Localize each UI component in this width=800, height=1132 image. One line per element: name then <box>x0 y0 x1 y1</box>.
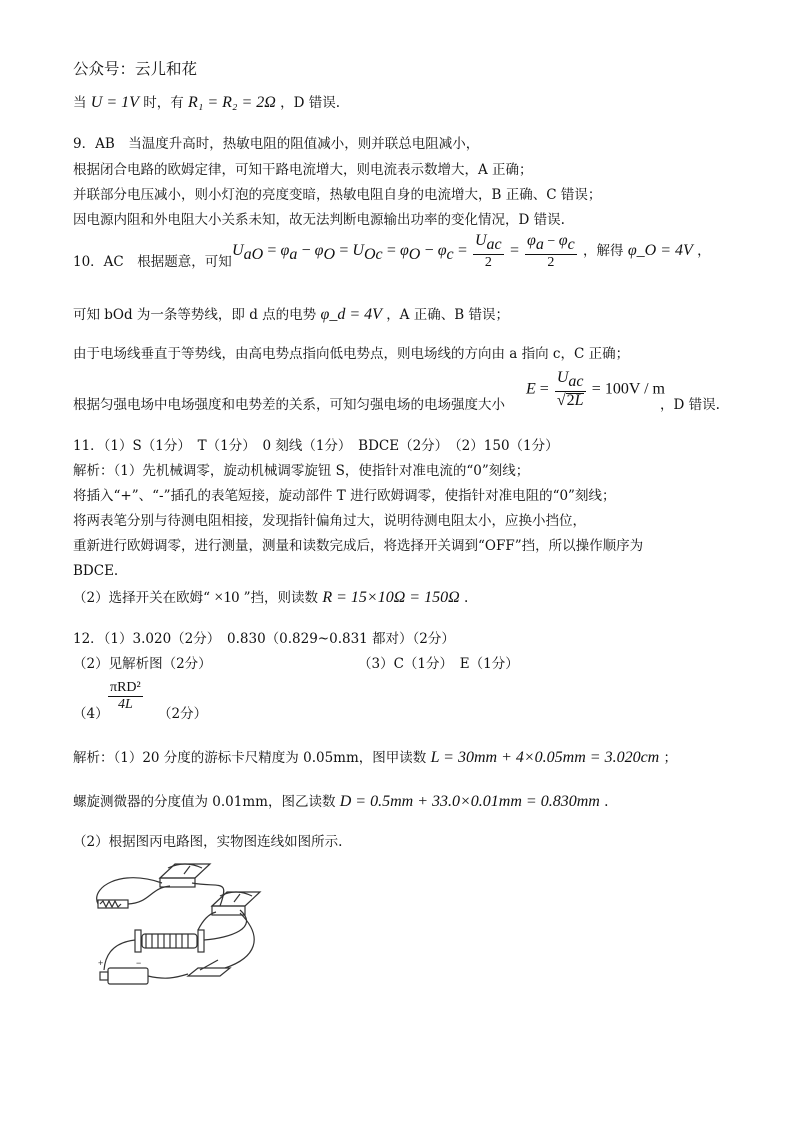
formula-phi-o: φ_O = 4V <box>627 242 693 260</box>
circuit-wiring-figure <box>80 858 280 996</box>
ammeter-top-face <box>160 864 210 878</box>
q11-line-7: （2）选择开关在欧姆“ ×10 ”挡，则读数 R = 15×10Ω = 150Ω . <box>73 589 469 606</box>
q10-line-1: 10．AC 根据题意，可知 <box>73 254 232 270</box>
q12-line-3b: （2分） <box>158 706 208 722</box>
q9-line-4: 因电源内阻和外电阻大小关系未知，故无法判断电源输出功率的变化情况，D 错误. <box>73 212 565 228</box>
battery <box>108 968 148 984</box>
account-header: 公众号：云儿和花 <box>73 60 198 78</box>
q12-line-1: 12．（1）3.020（2分） 0.830（0.829~0.831 都对）（2分） <box>73 631 455 647</box>
q10-line-3: 由于电场线垂直于等势线，由高电势点指向低电势点，则电场线的方向由 a 指向 c，C 正确； <box>73 346 630 362</box>
formula-resistivity: $\frac{\text{πRD²}}{4L}$ <box>110 680 141 713</box>
q10-line-4-end: ，D 错误. <box>660 397 720 413</box>
q12-line-2b: （3）C（1分） E（1分） <box>358 656 519 672</box>
battery-minus-label: − <box>136 958 142 968</box>
formula-u: U = 1V <box>90 94 139 111</box>
formula-phi-d: φ_d = 4V <box>320 306 382 323</box>
q11-line-5: 重新进行欧姆调零，进行测量，测量和读数完成后，将选择开关调到“OFF”挡，所以操作顺序为 <box>73 538 644 554</box>
q9-line-3: 并联部分电压减小，则小灯泡的亮度变暗，热敏电阻自身的电流增大，B 正确、C 错误； <box>73 187 602 203</box>
answer-line-1: 当 U = 1V 时，有 R₁ = R₂ = 2Ω ，D 错误. <box>73 94 341 111</box>
q11-line-3: 将插入“+”、“-”插孔的表笔短接，旋动部件 T 进行欧姆调零，使指针对准电阻的“0”刻线； <box>73 488 616 504</box>
q12-line-4: 解析：（1）20 分度的游标卡尺精度为 0.05mm，图甲读数 L = 30mm + 4×0.05mm = 3.020cm ； <box>73 749 678 766</box>
q10-line-4: 根据匀强电场中电场强度和电势差的关系，可知匀强电场的电场强度大小 <box>73 397 505 413</box>
switch-base <box>188 968 230 976</box>
formula-d-reading: D = 0.5mm + 33.0×0.01mm = 0.830mm <box>339 793 600 810</box>
formula-r-reading: R = 15×10Ω = 150Ω <box>322 589 460 606</box>
q11-line-1: 11．（1）S（1分） T（1分） 0 刻线（1分） BDCE（2分） （2）150（1分） <box>73 438 559 454</box>
q12-line-6: （2）根据图丙电路图，实物图连线如图所示. <box>73 834 343 850</box>
q12-line-5: 螺旋测微器的分度值为 0.01mm，图乙读数 D = 0.5mm + 33.0×0.01mm = 0.830mm . <box>73 793 609 810</box>
formula-l-reading: L = 30mm + 4×0.05mm = 3.020cm <box>430 749 660 766</box>
ammeter-body <box>160 878 195 887</box>
formula-e-field: E = $\frac{U_{ac}}{√2L}$ = 100V / m <box>526 369 665 410</box>
q11-line-6: BDCE. <box>73 563 119 579</box>
q10-equation: $U_{aO} = \varphi_a - \varphi_O = U_{Oc} = \varphi_O - \varphi_c$ = $\frac{U_{ac}}{2}$ = $\frac{\varphi_a - \varphi_c}{2}$ ，解得 φ_O = 4V ， <box>232 232 711 271</box>
q12-line-3a: （4） <box>73 706 109 722</box>
q9-line-1: 9．AB 当温度升高时，热敏电阻的阻值减小，则并联总电阻减小， <box>73 136 480 152</box>
q11-line-2: 解析：（1）先机械调零，旋动机械调零旋钮 S，使指针对准电流的“0”刻线； <box>73 463 530 479</box>
q11-line-4: 将两表笔分别与待测电阻相接，发现指针偏角过大，说明待测电阻太小，应换小挡位， <box>73 513 586 529</box>
formula-x10: ×10 <box>214 589 240 606</box>
formula-r1r2: R₁ = R₂ = 2Ω <box>188 94 276 111</box>
q12-line-2a: （2）见解析图（2分） <box>73 656 212 672</box>
q9-line-2: 根据闭合电路的欧姆定律，可知干路电流增大，则电流表示数增大，A 正确； <box>73 162 533 178</box>
q10-line-2: 可知 bOd 为一条等势线，即 d 点的电势 φ_d = 4V ，A 正确、B 错误； <box>73 306 509 323</box>
battery-plus-label: + <box>98 958 104 968</box>
